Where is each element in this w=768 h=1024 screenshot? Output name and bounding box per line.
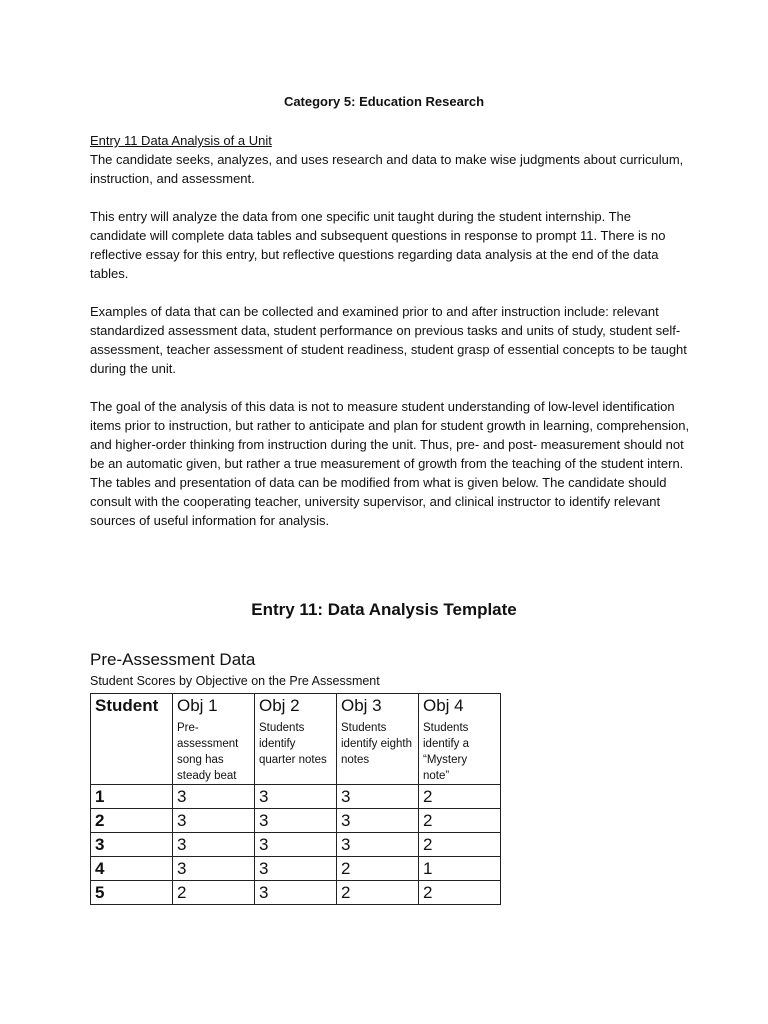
student-id-cell: 2 [91, 809, 173, 833]
paragraph-entry-description: This entry will analyze the data from one specific unit taught during the student internship. The candidate will complete data tables and subsequent questions in response to prompt 11. There is no reflective essay for this entry, but reflective questions regarding data analysis at the end of the data tables. [90, 209, 666, 281]
column-label: Obj 1 [177, 696, 218, 715]
column-header-student [91, 694, 173, 785]
score-cell: 2 [419, 785, 501, 809]
score-cell: 3 [255, 857, 337, 881]
intro-paragraph: The candidate seeks, analyzes, and uses research and data to make wise judgments about curriculum, instruction, and assessment. [90, 152, 684, 186]
column-description: Students identify eighth notes [341, 722, 412, 766]
score-cell: 3 [255, 785, 337, 809]
table-row [91, 833, 501, 857]
score-cell: 2 [419, 881, 501, 905]
score-cell: 3 [173, 809, 255, 833]
score-cell: 3 [173, 785, 255, 809]
column-header-obj-4 [419, 694, 501, 785]
score-cell: 3 [255, 881, 337, 905]
paragraph-analysis-goal: The goal of the analysis of this data is not to measure student understanding of low-level identification items prior to instruction, but rather to anticipate and plan for student growth in learning, comprehension, and higher-order thinking from instruction during the unit. Thus, pre- and post- measurement should not be an automatic given, but rather a true measurement of growth from the teaching of the student intern. The tables and presentation of data can be modified from what is given below. The candidate should consult with the cooperating teacher, university supervisor, and clinical instructor to identify relevant sources of useful information for analysis. [90, 399, 690, 528]
table-header-row [91, 694, 501, 785]
score-cell: 3 [337, 785, 419, 809]
column-header-obj-2 [255, 694, 337, 785]
column-description: Students identify a “Mystery note” [423, 722, 470, 782]
paragraph-data-examples: Examples of data that can be collected and examined prior to and after instruction include: relevant standardized assessment data, student performance on previous tasks and units of study, student self-assessment, teacher assessment of student readiness, student grasp of essential concepts to be taught during the unit. [90, 304, 687, 376]
score-cell: 3 [173, 833, 255, 857]
score-cell: 2 [173, 881, 255, 905]
column-label: Obj 4 [423, 696, 464, 715]
student-id-cell: 3 [91, 833, 173, 857]
table-row [91, 809, 501, 833]
table-row [91, 857, 501, 881]
scores-table [90, 693, 501, 905]
table-row [91, 785, 501, 809]
student-id-cell: 5 [91, 881, 173, 905]
score-cell: 3 [337, 809, 419, 833]
score-cell: 2 [337, 857, 419, 881]
column-label: Obj 3 [341, 696, 382, 715]
column-header-obj-1 [173, 694, 255, 785]
score-cell: 3 [255, 809, 337, 833]
category-title: Category 5: Education Research [283, 94, 485, 109]
score-cell: 3 [337, 833, 419, 857]
score-cell: 2 [419, 833, 501, 857]
entry-link[interactable]: Entry 11 Data Analysis of a Unit [90, 133, 272, 148]
column-description: Pre-assessment song has steady beat [177, 722, 239, 782]
score-cell: 2 [419, 809, 501, 833]
score-cell: 3 [173, 857, 255, 881]
pre-assessment-heading: Pre-Assessment Data [90, 650, 256, 669]
score-cell: 2 [337, 881, 419, 905]
score-cell: 3 [255, 833, 337, 857]
score-cell: 1 [419, 857, 501, 881]
column-description: Students identify quarter notes [259, 722, 327, 766]
student-id-cell: 4 [91, 857, 173, 881]
column-header-obj-3 [337, 694, 419, 785]
template-title: Entry 11: Data Analysis Template [251, 600, 517, 619]
pre-assessment-subheading: Student Scores by Objective on the Pre Assessment [90, 674, 380, 688]
table-row [91, 881, 501, 905]
column-label: Student [95, 696, 159, 715]
column-label: Obj 2 [259, 696, 300, 715]
student-id-cell: 1 [91, 785, 173, 809]
